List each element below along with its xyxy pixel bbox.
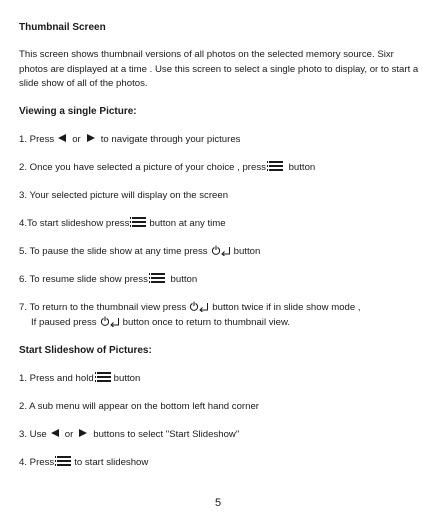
page-number: 5 [215,497,222,509]
step-text: 7. To return to the thumbnail view press [19,302,187,314]
step-text: 5. To pause the slide show at any time press [19,246,208,258]
section-heading-viewing: Viewing a single Picture: [19,106,137,117]
step-text: button at any time [149,218,226,229]
viewing-step-4 [19,218,226,230]
step-text: 4.To start slideshow press [19,218,130,229]
viewing-step-5 [19,246,260,258]
step-text: or [64,429,74,440]
step-text: 4. Press [19,457,55,468]
viewing-step-6 [19,274,197,286]
power-back-icon [189,301,209,312]
viewing-step-7 [19,302,361,314]
power-back-icon [211,245,231,256]
viewing-step-3: 3. Your selected picture will display on the screen [19,190,229,201]
left-arrow-icon [58,134,66,142]
menu-icon [132,217,146,227]
step-text: If paused press [31,317,97,329]
step-text: 1. Press and hold [19,373,94,384]
intro-paragraph: This screen shows thumbnail versions of all photos on the selected memory source. Sixr photos are displayed at a time . Use this screen to select a single photo to display, or to start a slide show of all of the photos. [19,49,419,89]
step-text: 2. Once you have selected a picture of your choice , press [19,162,266,173]
slideshow-step-3 [19,429,239,441]
menu-icon [97,372,111,382]
right-arrow-icon [87,134,95,142]
viewing-step-1 [19,134,240,146]
step-text: or [72,134,81,145]
step-text: to start slideshow [74,457,149,468]
left-arrow-icon [51,429,59,437]
step-text: 3. Use [19,429,47,440]
viewing-step-7-continued [31,317,290,329]
menu-icon [151,273,165,283]
power-back-icon [100,316,120,327]
step-text: 1. Press [19,134,55,145]
viewing-step-2 [19,162,315,174]
step-text: button [170,274,198,285]
step-text: button once to return to thumbnail view. [122,317,291,329]
step-text: button twice if in slide show mode , [212,302,361,314]
right-arrow-icon [79,429,87,437]
step-text: to navigate through your pictures [100,134,241,145]
slideshow-step-1 [19,373,140,385]
page-title: Thumbnail Screen [19,22,106,33]
step-text: button [288,162,316,173]
menu-icon [269,161,283,171]
slideshow-step-2: 2. A sub menu will appear on the bottom left hand corner [19,401,259,412]
step-text: 6. To resume slide show press [19,274,148,285]
slideshow-step-4 [19,457,148,469]
section-heading-slideshow: Start Slideshow of Pictures: [19,345,152,356]
step-text: button [113,373,141,384]
menu-icon [57,456,71,466]
step-text: button [233,246,261,258]
step-text: buttons to select "Start Slideshow" [93,429,240,440]
